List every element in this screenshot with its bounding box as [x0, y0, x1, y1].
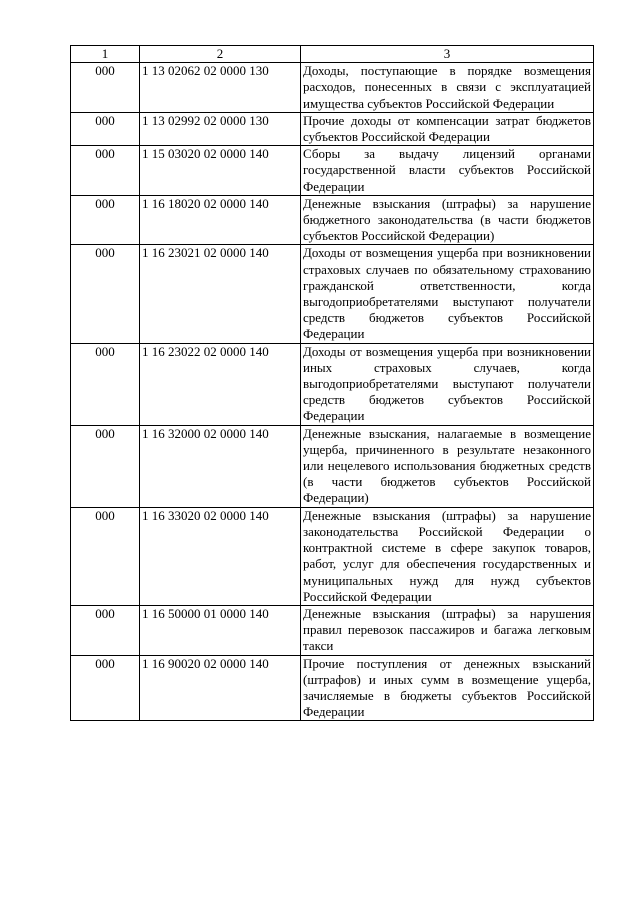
revenue-code-cell: 1 16 23022 02 0000 140 — [140, 343, 301, 425]
table-row — [71, 343, 594, 425]
admin-code-cell: 000 — [71, 245, 140, 343]
revenue-code-cell: 1 13 02062 02 0000 130 — [140, 63, 301, 113]
admin-code-cell: 000 — [71, 343, 140, 425]
revenue-code-cell: 1 16 18020 02 0000 140 — [140, 195, 301, 245]
revenue-name-cell: Денежные взыскания (штрафы) за нарушения правил перевозок пассажиров и багажа легковым такси — [301, 605, 594, 655]
table-row — [71, 63, 594, 113]
column-header-3: 3 — [301, 46, 594, 63]
table-row — [71, 245, 594, 343]
revenue-name-cell: Доходы от возмещения ущерба при возникновении страховых случаев по обязательному страхованию гражданской ответственности, когда выгодоприобретателями выступают получатели средств бюджетов субъектов Российской Федерации — [301, 245, 594, 343]
revenue-name-cell: Прочие доходы от компенсации затрат бюджетов субъектов Российской Федерации — [301, 112, 594, 145]
admin-code-cell: 000 — [71, 112, 140, 145]
admin-code-cell: 000 — [71, 655, 140, 721]
column-header-2: 2 — [140, 46, 301, 63]
revenue-code-cell: 1 16 33020 02 0000 140 — [140, 507, 301, 605]
admin-code-cell: 000 — [71, 63, 140, 113]
revenue-codes-table — [70, 45, 594, 721]
table-row — [71, 112, 594, 145]
table-row — [71, 195, 594, 245]
admin-code-cell: 000 — [71, 425, 140, 507]
revenue-code-cell: 1 15 03020 02 0000 140 — [140, 146, 301, 196]
admin-code-cell: 000 — [71, 605, 140, 655]
table-row — [71, 605, 594, 655]
revenue-name-cell: Денежные взыскания (штрафы) за нарушение законодательства Российской Федерации о контрактной системе в сфере закупок товаров, работ, услуг для обеспечения государственных и муниципальных нужд для нужд субъектов Российской Федерации — [301, 507, 594, 605]
revenue-name-cell: Доходы от возмещения ущерба при возникновении иных страховых случаев, когда выгодоприобретателями выступают получатели средств бюджетов субъектов Российской Федерации — [301, 343, 594, 425]
revenue-name-cell: Прочие поступления от денежных взысканий (штрафов) и иных сумм в возмещение ущерба, зачисляемые в бюджеты субъектов Российской Федерации — [301, 655, 594, 721]
admin-code-cell: 000 — [71, 507, 140, 605]
revenue-code-cell: 1 13 02992 02 0000 130 — [140, 112, 301, 145]
revenue-name-cell: Доходы, поступающие в порядке возмещения расходов, понесенных в связи с эксплуатацией имущества субъектов Российской Федерации — [301, 63, 594, 113]
table-row — [71, 425, 594, 507]
revenue-name-cell: Сборы за выдачу лицензий органами государственной власти субъектов Российской Федерации — [301, 146, 594, 196]
revenue-name-cell: Денежные взыскания, налагаемые в возмещение ущерба, причиненного в результате незаконного или нецелевого использования бюджетных средств (в части бюджетов субъектов Российской Федерации) — [301, 425, 594, 507]
column-header-1: 1 — [71, 46, 140, 63]
revenue-code-cell: 1 16 23021 02 0000 140 — [140, 245, 301, 343]
header-row — [71, 46, 594, 63]
admin-code-cell: 000 — [71, 195, 140, 245]
revenue-code-cell: 1 16 50000 01 0000 140 — [140, 605, 301, 655]
revenue-code-cell: 1 16 32000 02 0000 140 — [140, 425, 301, 507]
table-row — [71, 655, 594, 721]
table-row — [71, 507, 594, 605]
revenue-name-cell: Денежные взыскания (штрафы) за нарушение бюджетного законодательства (в части бюджетов субъектов Российской Федерации) — [301, 195, 594, 245]
table-row — [71, 146, 594, 196]
revenue-code-cell: 1 16 90020 02 0000 140 — [140, 655, 301, 721]
admin-code-cell: 000 — [71, 146, 140, 196]
